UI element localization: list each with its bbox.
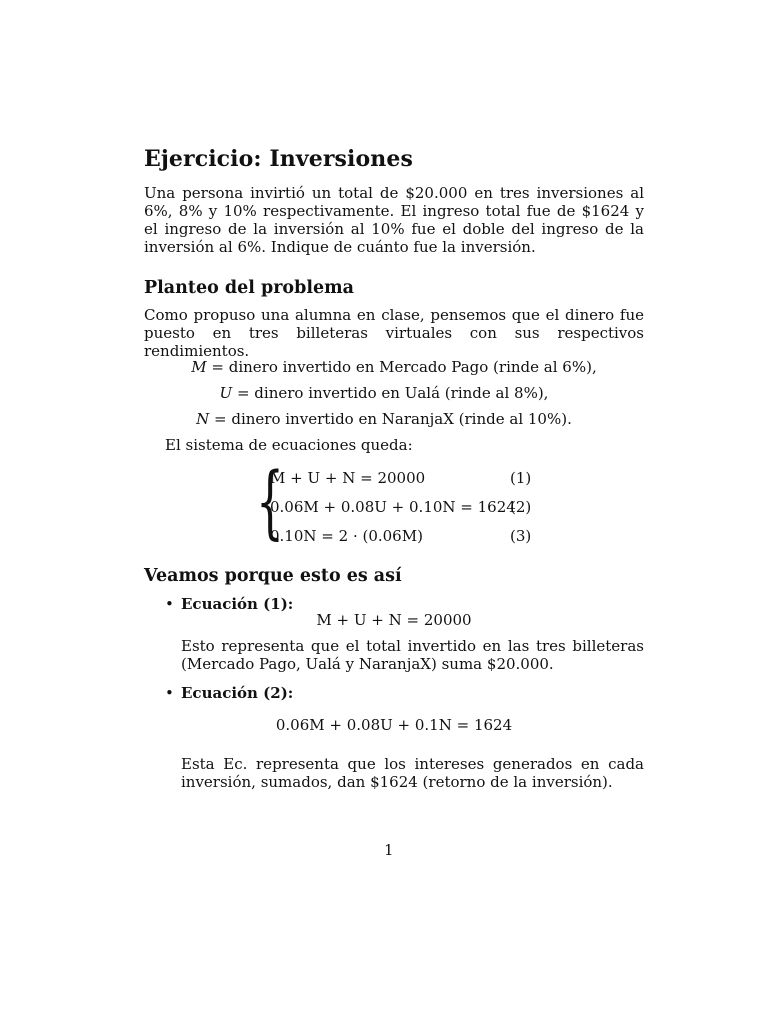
system-equation-2: 0.06M + 0.08U + 0.10N = 1624 xyxy=(270,498,516,516)
equation-number-1: (1) xyxy=(510,469,532,487)
display-equation-2: 0.06M + 0.08U + 0.1N = 1624 xyxy=(275,716,513,734)
bullet-label-ecuacion-1: Ecuación (1): xyxy=(181,595,294,613)
variable-description: = dinero invertido en Ualá (rinde al 8%), xyxy=(232,384,549,402)
section-heading-explicacion: Veamos porque esto es así xyxy=(144,566,402,586)
equation-number-2: (2) xyxy=(510,498,532,516)
explanation-paragraph-2: Esta Ec. representa que los intereses generados en cada inversión, sumados, dan $1624 (retorno de la inversión). xyxy=(181,755,644,791)
system-equation-1: M + U + N = 20000 xyxy=(270,469,426,487)
system-brace: { xyxy=(256,455,284,548)
intro-paragraph: Una persona invirtió un total de $20.000 en tres inversiones al 6%, 8% y 10% respectivamente. El ingreso total fue de $1624 y el ingreso de la inversión al 10% fue el doble del ingreso de la inversión al 6%. Indique de cuánto fue la inversión. xyxy=(144,184,644,256)
bullet-label-ecuacion-2: Ecuación (2): xyxy=(181,684,294,702)
bullet-marker: • xyxy=(165,595,174,613)
variable-definition-u xyxy=(0,384,768,402)
page-number: 1 xyxy=(384,841,394,859)
variable-symbol: M xyxy=(191,358,207,376)
variable-definition-n xyxy=(0,410,768,428)
explanation-paragraph-1: Esto representa que el total invertido en las tres billeteras (Mercado Pago, Ualá y NaranjaX) suma $20.000. xyxy=(181,637,644,673)
bullet-marker: • xyxy=(165,684,174,702)
variable-symbol: N xyxy=(196,410,210,428)
variable-symbol: U xyxy=(219,384,233,402)
page-title: Ejercicio: Inversiones xyxy=(144,146,413,172)
system-equation-3: 0.10N = 2 · (0.06M) xyxy=(270,527,423,545)
variable-description: = dinero invertido en Mercado Pago (rinde al 6%), xyxy=(206,358,597,376)
display-equation-1: M + U + N = 20000 xyxy=(316,611,472,629)
variable-description: = dinero invertido en NaranjaX (rinde al 10%). xyxy=(209,410,572,428)
planteo-paragraph: Como propuso una alumna en clase, pensemos que el dinero fue puesto en tres billeteras virtuales con sus respectivos rendimientos. xyxy=(144,306,644,360)
variable-definition-m xyxy=(0,358,768,376)
system-intro-text: El sistema de ecuaciones queda: xyxy=(165,436,413,454)
section-heading-planteo: Planteo del problema xyxy=(144,278,354,298)
equation-number-3: (3) xyxy=(510,527,532,545)
